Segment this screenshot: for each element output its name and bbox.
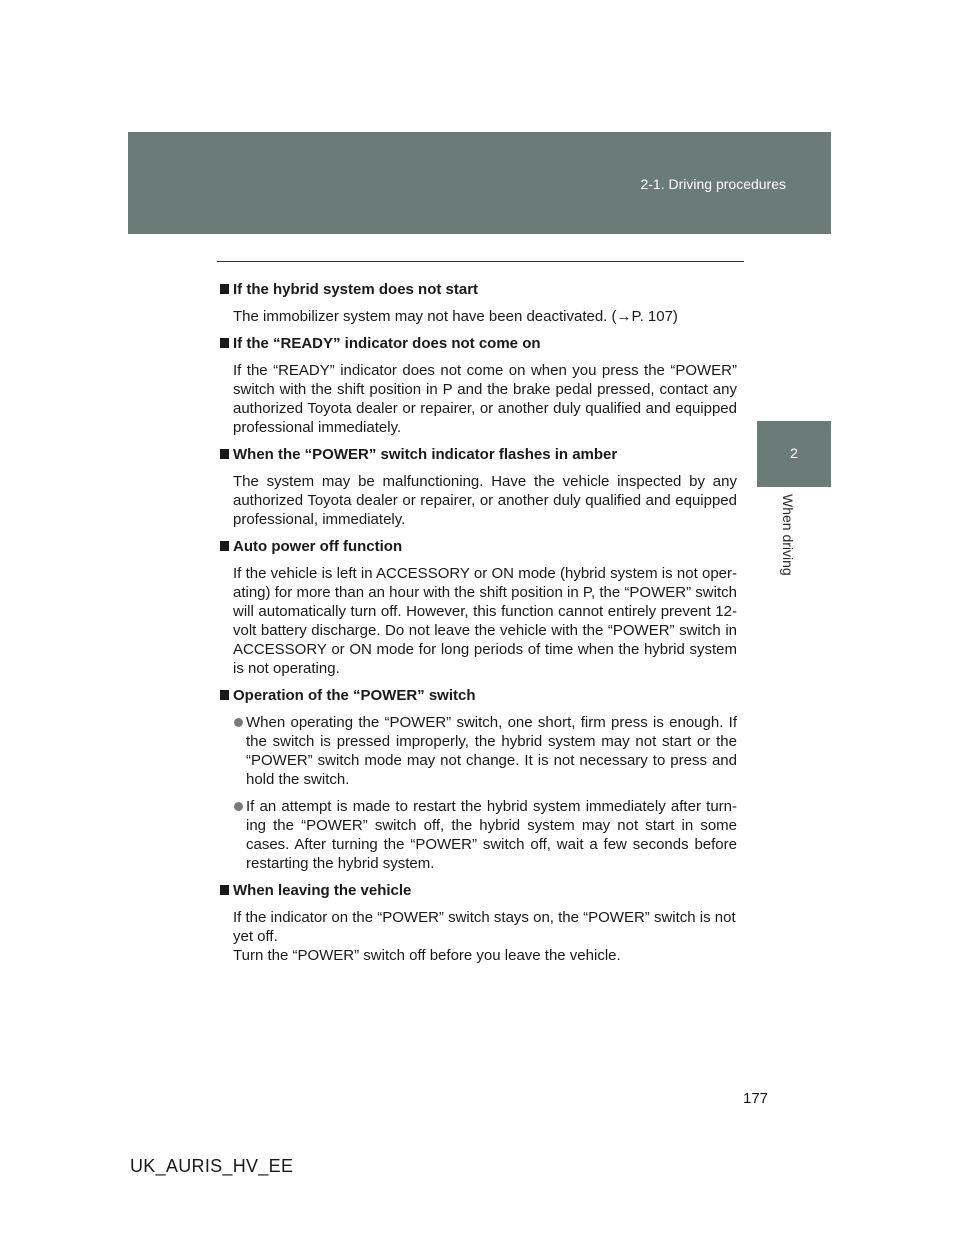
top-rule [217,261,744,262]
section-heading: If the “READY” indicator does not come on [220,334,737,353]
square-bullet-icon [220,541,229,551]
square-bullet-icon [220,449,229,459]
section-heading: Auto power off function [220,537,737,556]
section-text: If the “READY” indicator does not come on when you press the “POWER” switch with the shift position in P and the brake pedal pressed, contact any authorized Toyota dealer or repairer, or another duly qualified and equipped professional immediately. [233,362,737,436]
list-item: When operating the “POWER” switch, one short, firm press is enough. If the switch is pressed improperly, the hybrid system may not start or the “POWER” switch mode may not change. It is not necessary to press and hold the switch. [233,713,737,789]
section-heading: When leaving the vehicle [220,881,737,900]
square-bullet-icon [220,885,229,895]
section-text: The immobilizer system may not have been deactivated. (→P. 107) [233,308,678,325]
square-bullet-icon [220,338,229,348]
section-heading: If the hybrid system does not start [220,280,737,299]
page-content [220,280,737,965]
section-text: The system may be malfunctioning. Have the vehicle inspected by any authorized Toyota dealer or repairer, or another duly qualified and equipped professional, immediately. [233,473,737,528]
document-code: UK_AURIS_HV_EE [130,1156,294,1176]
section-heading: When the “POWER” switch indicator flashes in amber [220,445,737,464]
chapter-header-band [128,132,831,234]
circle-bullet-icon [234,802,243,811]
square-bullet-icon [220,284,229,294]
chapter-section-title: 2-1. Driving procedures [640,176,786,192]
circle-bullet-icon [234,718,243,727]
section-text: If the indicator on the “POWER” switch stays on, the “POWER” switch is not yet off. [233,909,736,945]
chapter-tab [757,421,831,487]
chapter-tab-number: 2 [790,445,798,461]
section-text: Turn the “POWER” switch off before you leave the vehicle. [233,947,621,964]
square-bullet-icon [220,690,229,700]
section-text: If the vehicle is left in ACCESSORY or ON mode (hybrid system is not oper-ating) for more than an hour with the shift position in P, the “POWER” switch will automatically turn off. However, this function cannot entirely prevent 12-volt battery discharge. Do not leave the vehicle with the “POWER” switch in ACCESSORY or ON mode for long periods of time when the hybrid system is not operating. [233,565,737,677]
page-number: 177 [743,1090,769,1107]
chapter-tab-label: When driving [780,494,796,576]
list-item: If an attempt is made to restart the hybrid system immediately after turn-ing the “POWER” switch off, the hybrid system may not start in some cases. After turning the “POWER” switch off, wait a few seconds before restarting the hybrid system. [233,797,737,873]
section-heading: Operation of the “POWER” switch [220,686,737,705]
